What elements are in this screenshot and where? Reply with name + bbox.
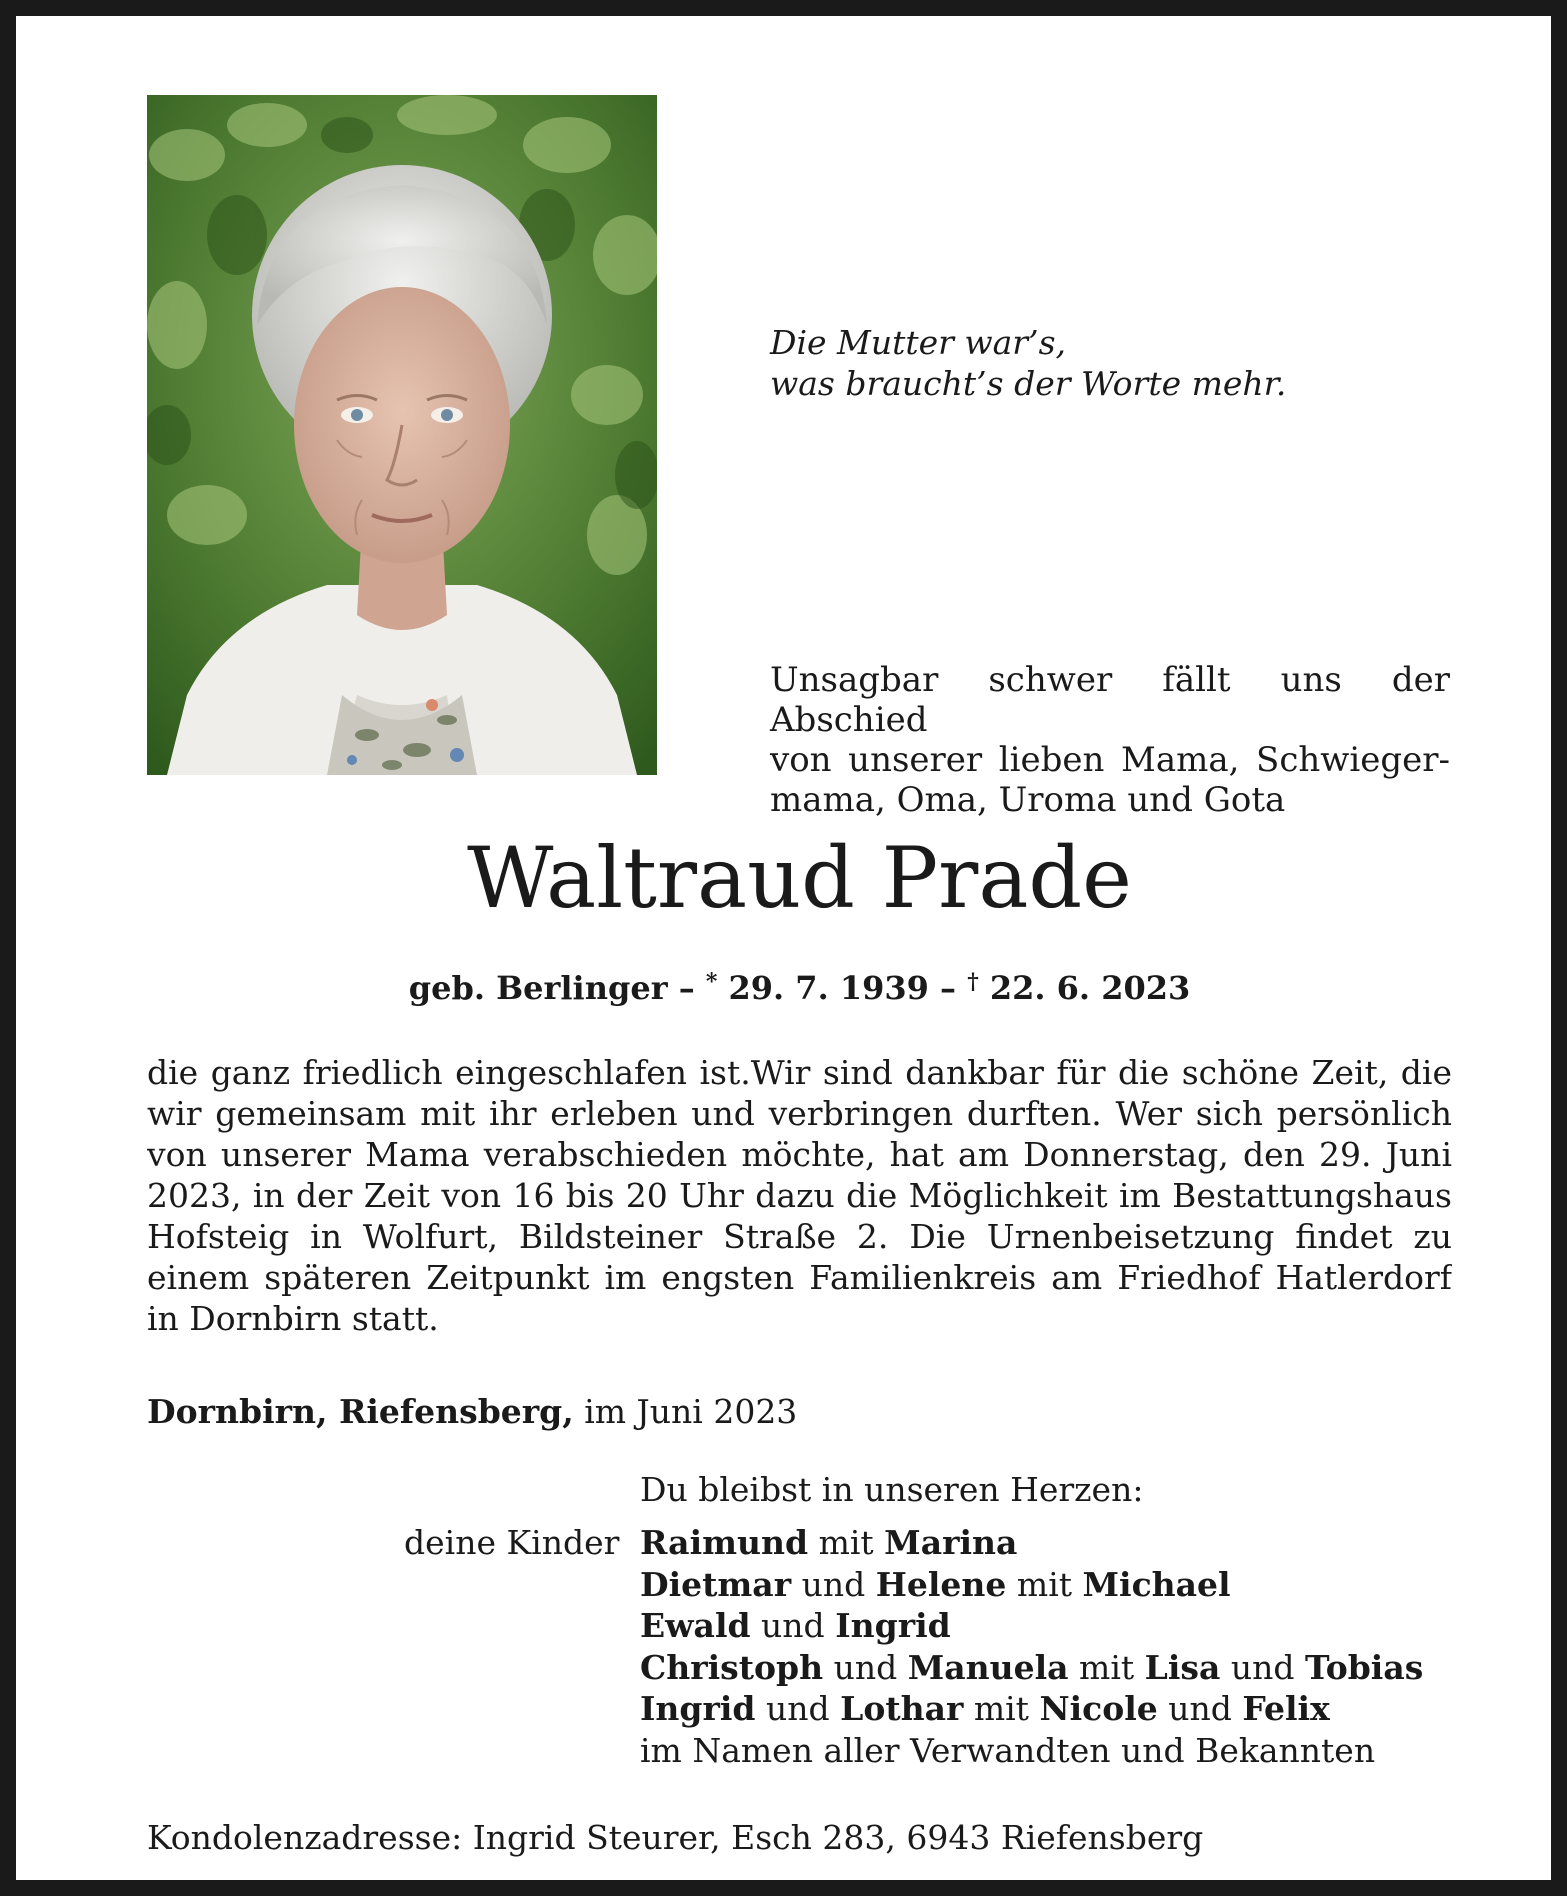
place-towns: Dornbirn, Riefensberg, — [147, 1392, 574, 1431]
mourner-connector: und — [755, 1689, 841, 1728]
body-line: die ganz friedlich eingeschlafen ist.Wir sind dankbar für die schöne Zeit, die — [147, 1053, 1452, 1092]
mourner-connector: und — [750, 1606, 836, 1645]
announcement-text — [147, 1052, 1452, 1339]
mourner-connector: und — [1157, 1689, 1243, 1728]
maiden-name: geb. Berlinger — [408, 969, 668, 1007]
mourner-name: Michael — [1082, 1564, 1231, 1604]
place-month: im Juni 2023 — [573, 1392, 798, 1431]
intro-line: von unserer lieben Mama, Schwieger- — [770, 740, 1450, 780]
deceased-name: Waltraud Prade — [467, 829, 1132, 927]
mourner-name: Lisa — [1144, 1647, 1221, 1687]
mourner-name: Helene — [875, 1564, 1007, 1604]
mourner-row — [640, 1730, 1423, 1772]
mourner-name: Tobias — [1304, 1647, 1424, 1687]
mourner-name: Lothar — [840, 1689, 964, 1728]
mourner-row — [640, 1688, 1423, 1730]
separator: – — [928, 969, 968, 1007]
mourner-row — [640, 1605, 1423, 1647]
mourner-connector: und — [791, 1564, 876, 1604]
quote-line: was braucht’s der Worte mehr. — [770, 364, 1287, 403]
intro-line: mama, Oma, Uroma und Gota — [770, 780, 1286, 820]
body-line: Hofsteig in Wolfurt, Bildsteiner Straße 2. Die Urnenbeisetzung findet zu — [147, 1217, 1452, 1256]
quote — [770, 322, 1470, 404]
death-mark: † — [967, 969, 979, 995]
mourners-label: deine Kinder — [404, 1523, 620, 1562]
mourner-name: Ewald — [640, 1606, 751, 1645]
intro-text — [770, 660, 1450, 820]
mourner-name: Raimund — [640, 1523, 809, 1562]
birth-mark: * — [705, 969, 718, 995]
mourner-connector: mit — [1068, 1647, 1145, 1687]
quote-line: Die Mutter war’s, — [770, 323, 1067, 362]
mourners-heading: Du bleibst in unseren Herzen: — [640, 1470, 1144, 1509]
mourner-name: Manuela — [907, 1647, 1069, 1687]
mourner-name: Nicole — [1039, 1689, 1158, 1728]
death-date: 22. 6. 2023 — [978, 969, 1191, 1007]
mourner-name: Christoph — [640, 1647, 824, 1687]
intro-line: Unsagbar schwer fällt uns der Abschied — [770, 660, 1450, 740]
mourner-name: Dietmar — [640, 1564, 792, 1604]
mourner-connector: mit — [808, 1523, 885, 1562]
condolence-address: Kondolenzadresse: Ingrid Steurer, Esch 283, 6943 Riefensberg — [147, 1818, 1204, 1857]
body-line: 2023, in der Zeit von 16 bis 20 Uhr dazu die Möglichkeit im Bestattungshaus — [147, 1176, 1452, 1215]
body-line: einem späteren Zeitpunkt im engsten Familienkreis am Friedhof Hatlerdorf — [147, 1258, 1452, 1297]
mourners-list — [640, 1522, 1423, 1771]
mourner-row — [640, 1564, 1423, 1606]
body-line: von unserer Mama verabschieden möchte, hat am Donnerstag, den 29. Juni — [147, 1135, 1452, 1174]
mourner-connector: mit — [1006, 1564, 1083, 1604]
mourner-name: Felix — [1242, 1689, 1330, 1728]
portrait-illustration — [147, 95, 657, 775]
mourner-connector: und — [1220, 1647, 1305, 1687]
portrait-photo — [147, 95, 657, 775]
separator: – — [667, 969, 706, 1007]
place-date — [147, 1390, 797, 1434]
mourner-connector: mit — [963, 1689, 1040, 1728]
life-dates — [147, 960, 1452, 1010]
mourner-row — [640, 1647, 1423, 1689]
mourner-row — [640, 1522, 1423, 1564]
mourner-name: Ingrid — [640, 1689, 756, 1728]
mourner-name: Ingrid — [835, 1606, 951, 1645]
mourner-connector: und — [823, 1647, 908, 1687]
mourner-name: Marina — [884, 1523, 1018, 1562]
body-line: in Dornbirn statt. — [147, 1299, 439, 1338]
body-line: wir gemeinsam mit ihr erleben und verbringen durften. Wer sich persönlich — [147, 1094, 1452, 1133]
birth-date: 29. 7. 1939 — [717, 969, 929, 1007]
mourner-connector: im Namen aller Verwandten und Bekannten — [640, 1730, 1376, 1770]
